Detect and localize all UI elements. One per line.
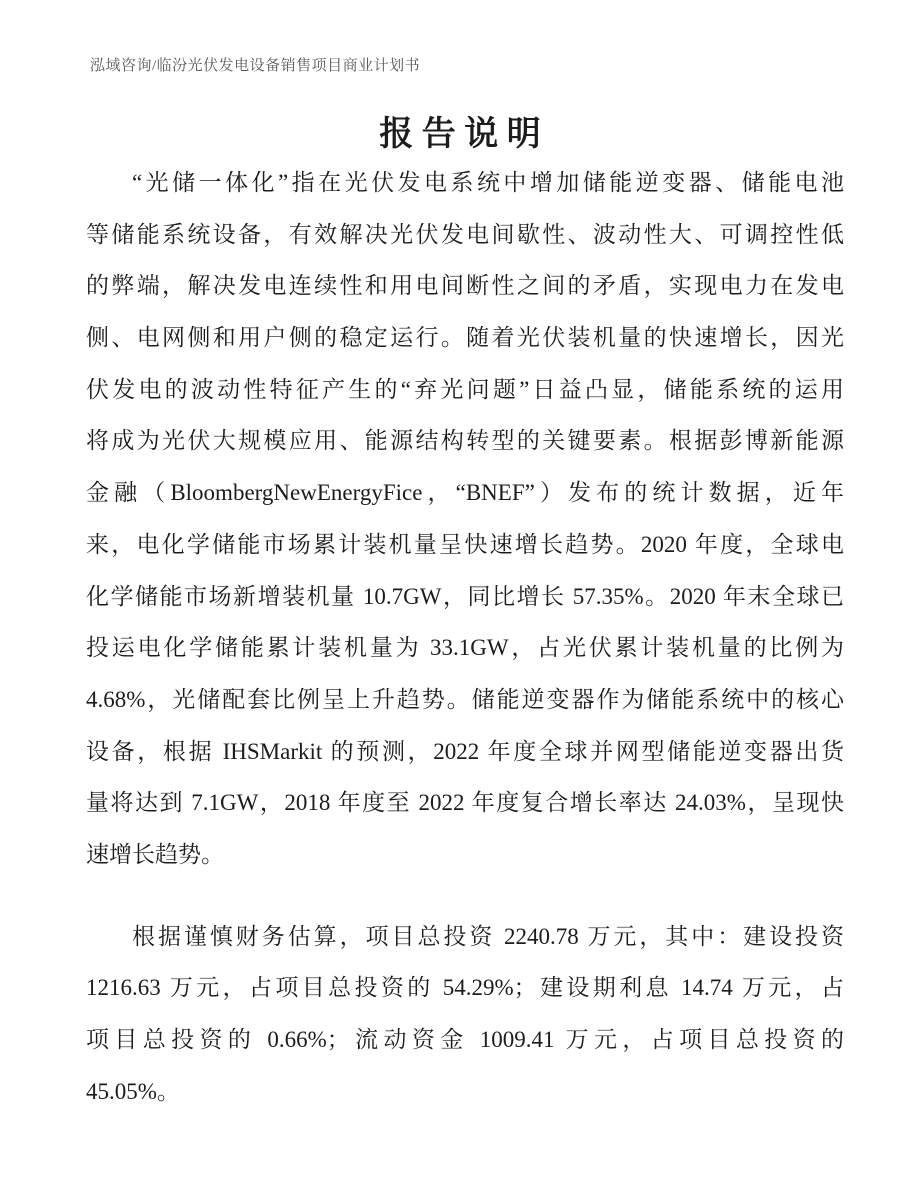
text-line: 速增长趋势。 [86,841,224,867]
text-line: 根据谨慎财务估算，项目总投资 2240.78 万元，其中：建设投资 [132,923,844,949]
text-line: 4.68%，光储配套比例呈上升趋势。储能逆变器作为储能系统中的核心 [86,686,844,712]
text-line: 等储能系统设备，有效解决光伏发电间歇性、波动性大、可调控性低 [86,221,844,247]
text-line: 金融（BloombergNewEnergyFice，“BNEF”）发布的统计数据，近年 [86,480,844,506]
text-line: 量将达到 7.1GW，2018 年度至 2022 年度复合增长率达 24.03%，呈现快 [86,790,844,816]
text-line: 伏发电的波动性特征产生的“弃光问题”日益凸显，储能系统的运用 [86,376,844,402]
text-line: 化学储能市场新增装机量 10.7GW，同比增长 57.35%。2020 年末全球已 [86,583,844,609]
text-line: 1216.63 万元，占项目总投资的 54.29%；建设期利息 14.74 万元，占 [86,975,844,1001]
text-line: 设备，根据 IHSMarkit 的预测，2022 年度全球并网型储能逆变器出货 [86,738,844,764]
paragraph [86,157,844,881]
text-line: 将成为光伏大规模应用、能源结构转型的关键要素。根据彭博新能源 [86,428,844,454]
text-line: 项目总投资的 0.66%；流动资金 1009.41 万元，占项目总投资的 [86,1027,844,1052]
text-line: 侧、电网侧和用户侧的稳定运行。随着光伏装机量的快速增长，因光 [86,325,844,351]
page-title: 报告说明 [379,116,550,153]
document-body [86,157,844,1117]
document-header: 泓域咨询/临汾光伏发电设备销售项目商业计划书 [90,58,421,74]
text-line: “光储一体化”指在光伏发电系统中增加储能逆变器、储能电池 [132,170,844,195]
text-line: 来，电化学储能市场累计装机量呈快速增长趋势。2020 年度，全球电 [86,531,844,557]
text-line: 的弊端，解决发电连续性和用电间断性之间的矛盾，实现电力在发电 [86,273,844,299]
paragraph [86,911,844,1118]
text-line: 45.05%。 [86,1078,180,1104]
text-line: 投运电化学储能累计装机量为 33.1GW，占光伏累计装机量的比例为 [86,635,844,661]
